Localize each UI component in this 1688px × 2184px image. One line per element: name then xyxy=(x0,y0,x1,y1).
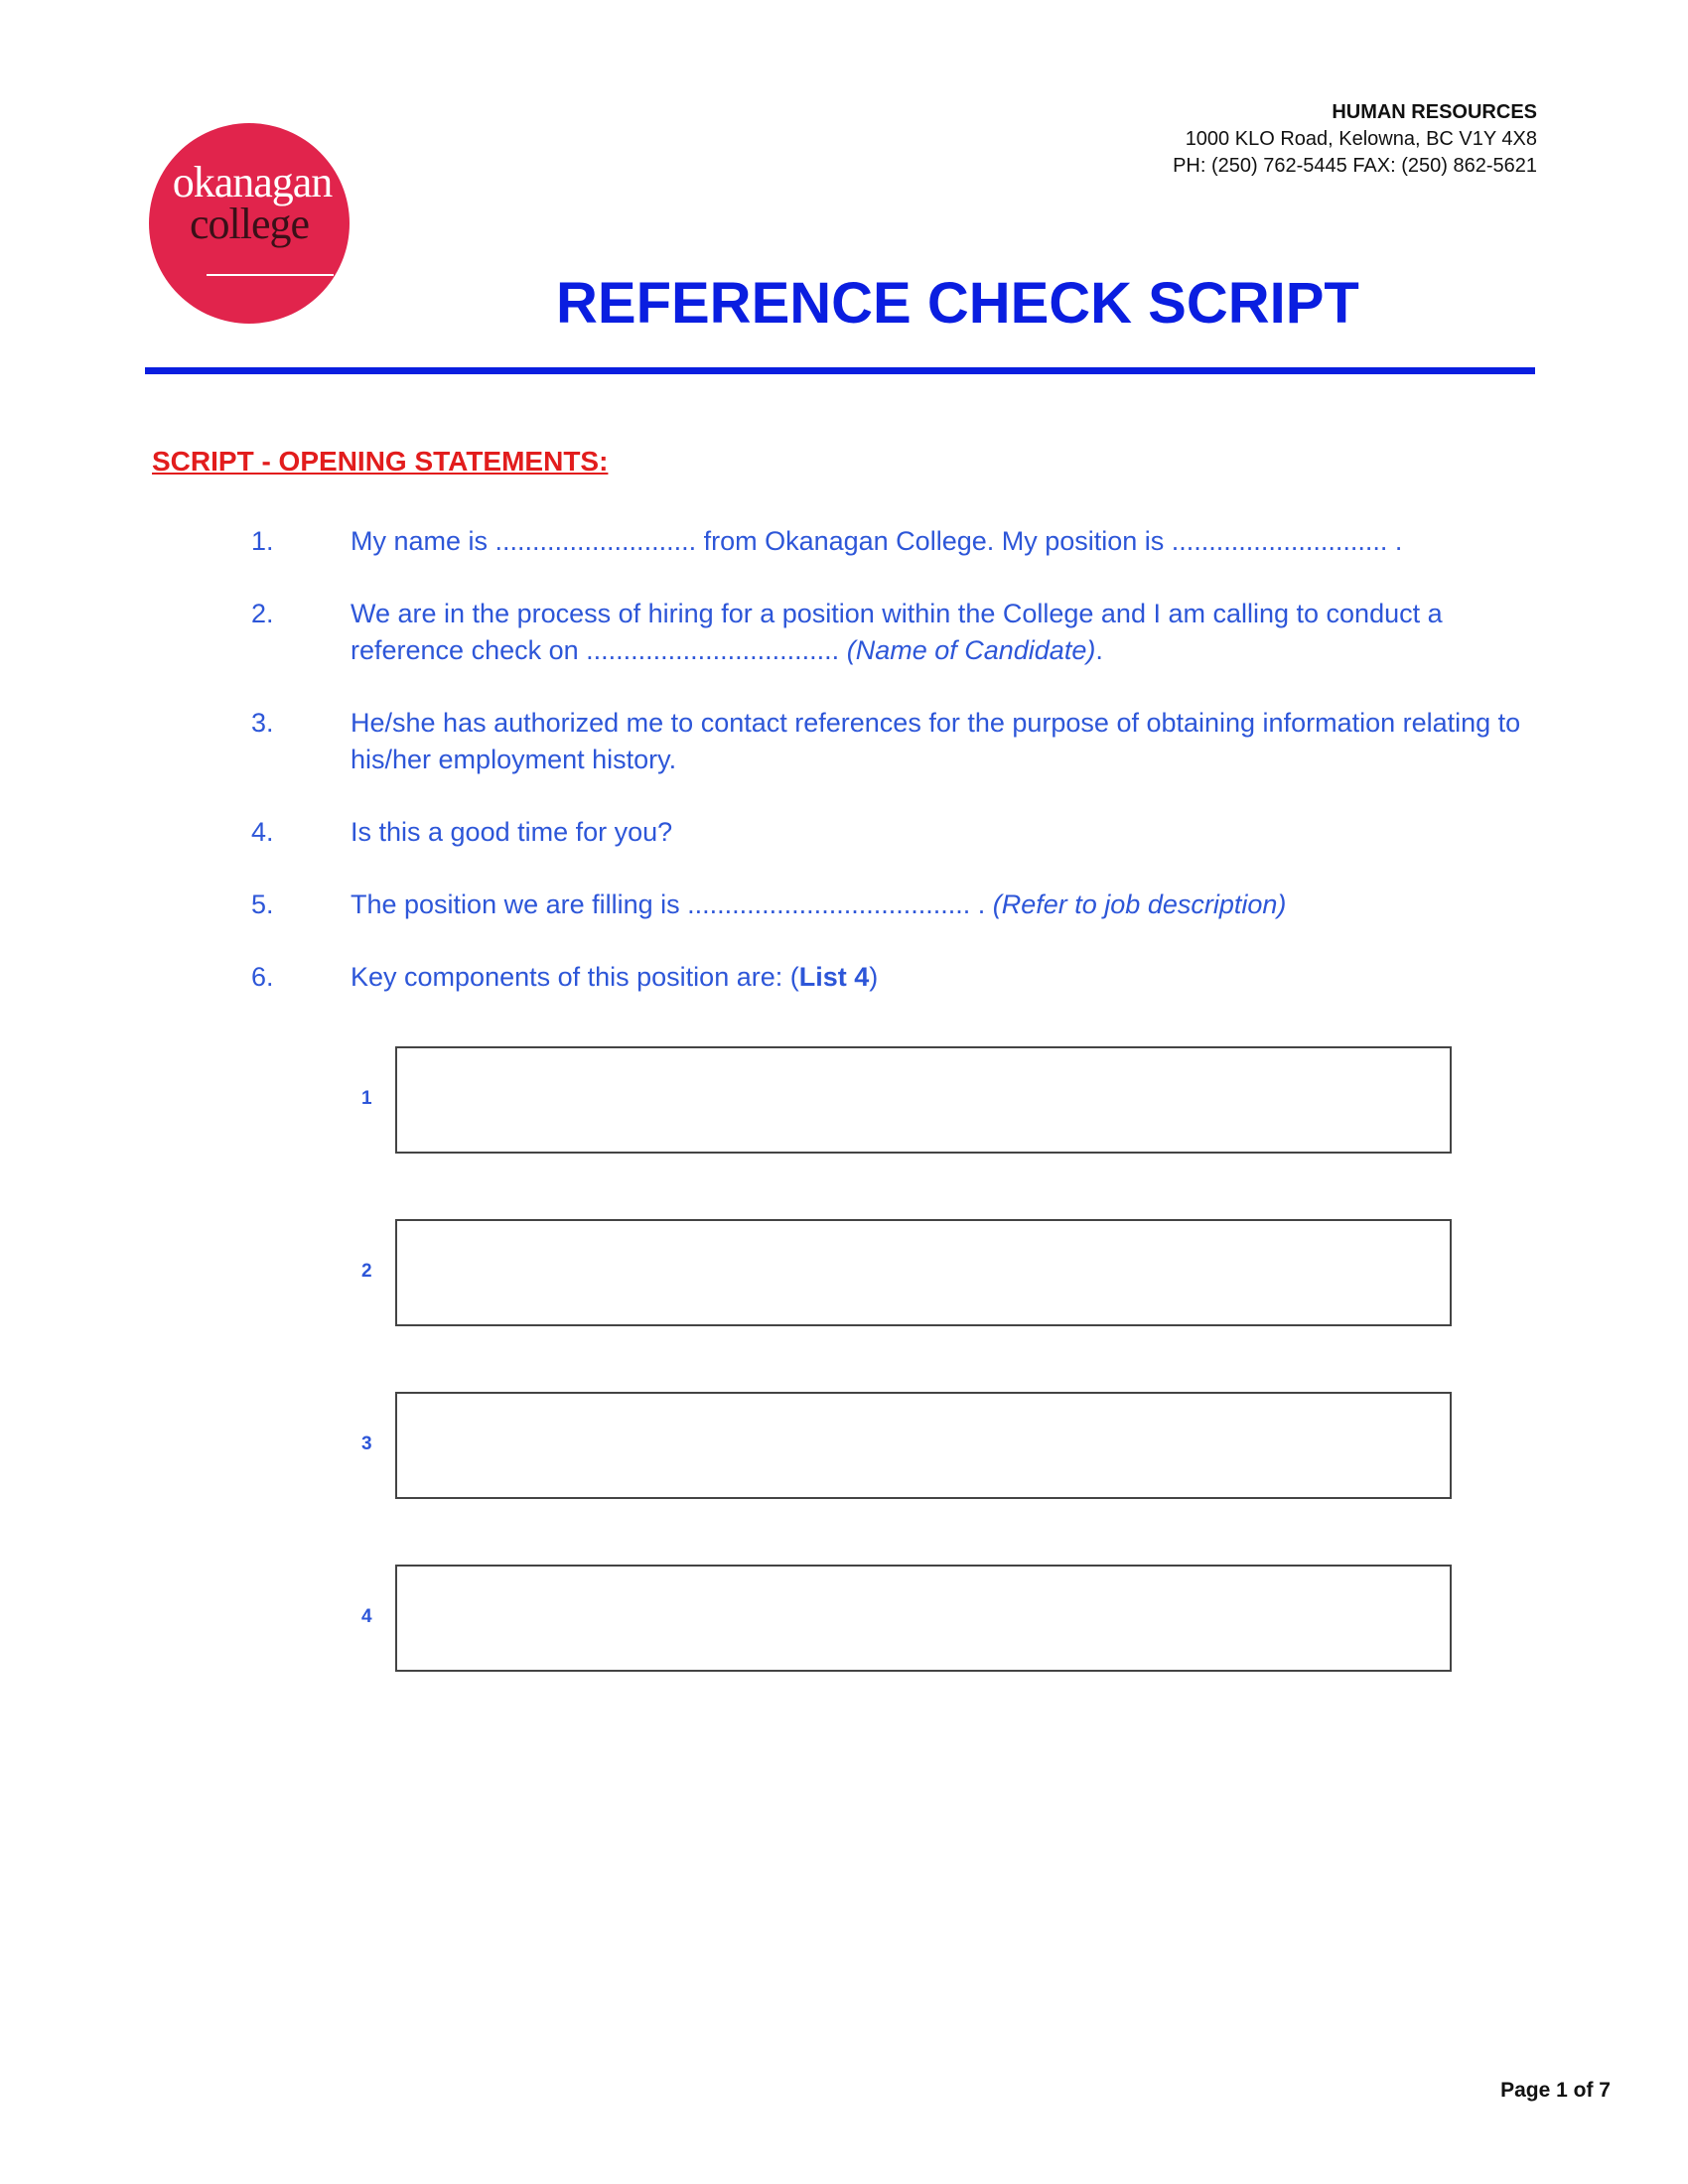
org-address: 1000 KLO Road, Kelowna, BC V1Y 4X8 xyxy=(1185,128,1537,150)
statement-text: He/she has authorized me to contact references for the purpose of obtaining information relating to his/her employment history. xyxy=(351,708,1521,774)
key-component-input[interactable] xyxy=(395,1219,1452,1326)
logo-wordmark-okanagan: okanagan xyxy=(172,158,333,206)
statement-number: 6. xyxy=(251,962,274,992)
key-component-3 xyxy=(361,1392,1454,1499)
page-number: Page 1 of 7 xyxy=(1500,2079,1611,2102)
key-component-label: 1 xyxy=(361,1088,372,1109)
key-component-1 xyxy=(361,1046,1454,1154)
statement-bold-note: List 4 xyxy=(798,962,870,992)
statement-number: 5. xyxy=(251,889,274,919)
title-divider xyxy=(145,367,1535,374)
statement-italic-note: (Refer to job description) xyxy=(992,889,1287,919)
section-heading: SCRIPT - OPENING STATEMENTS: xyxy=(152,446,609,477)
statement-number: 4. xyxy=(251,817,274,847)
department-name: HUMAN RESOURCES xyxy=(1332,101,1537,123)
statement-number: 3. xyxy=(251,708,274,738)
key-component-input[interactable] xyxy=(395,1046,1452,1154)
key-component-input[interactable] xyxy=(395,1565,1452,1672)
key-component-input[interactable] xyxy=(395,1392,1452,1499)
statement-text: My name is ........................... from Okanagan College. My position is ............................. . xyxy=(351,526,1403,556)
statement-italic-note: (Name of Candidate) xyxy=(846,635,1096,665)
org-contact-block xyxy=(1173,99,1537,180)
statement-text: The position we are filling is ...................................... . (Refer to job description) xyxy=(351,889,1287,919)
logo-underline xyxy=(207,274,334,276)
statement-number: 1. xyxy=(251,526,274,556)
statement-text: Key components of this position are: (List 4) xyxy=(351,962,879,992)
key-component-label: 3 xyxy=(361,1433,372,1454)
key-component-label: 4 xyxy=(361,1606,372,1627)
statement-text: Is this a good time for you? xyxy=(351,817,673,847)
key-component-2 xyxy=(361,1219,1454,1326)
page-title: REFERENCE CHECK SCRIPT xyxy=(556,271,1359,336)
statement-number: 2. xyxy=(251,599,274,628)
org-phone-fax: PH: (250) 762-5445 FAX: (250) 862-5621 xyxy=(1173,155,1537,177)
logo-wordmark-college: college xyxy=(189,200,310,248)
statement-text: We are in the process of hiring for a position within the College and I am calling to conduct a reference check on .................................. (Name of Candidate). xyxy=(351,599,1443,665)
key-component-4 xyxy=(361,1565,1454,1672)
key-component-label: 2 xyxy=(361,1261,372,1282)
college-logo xyxy=(149,123,350,324)
